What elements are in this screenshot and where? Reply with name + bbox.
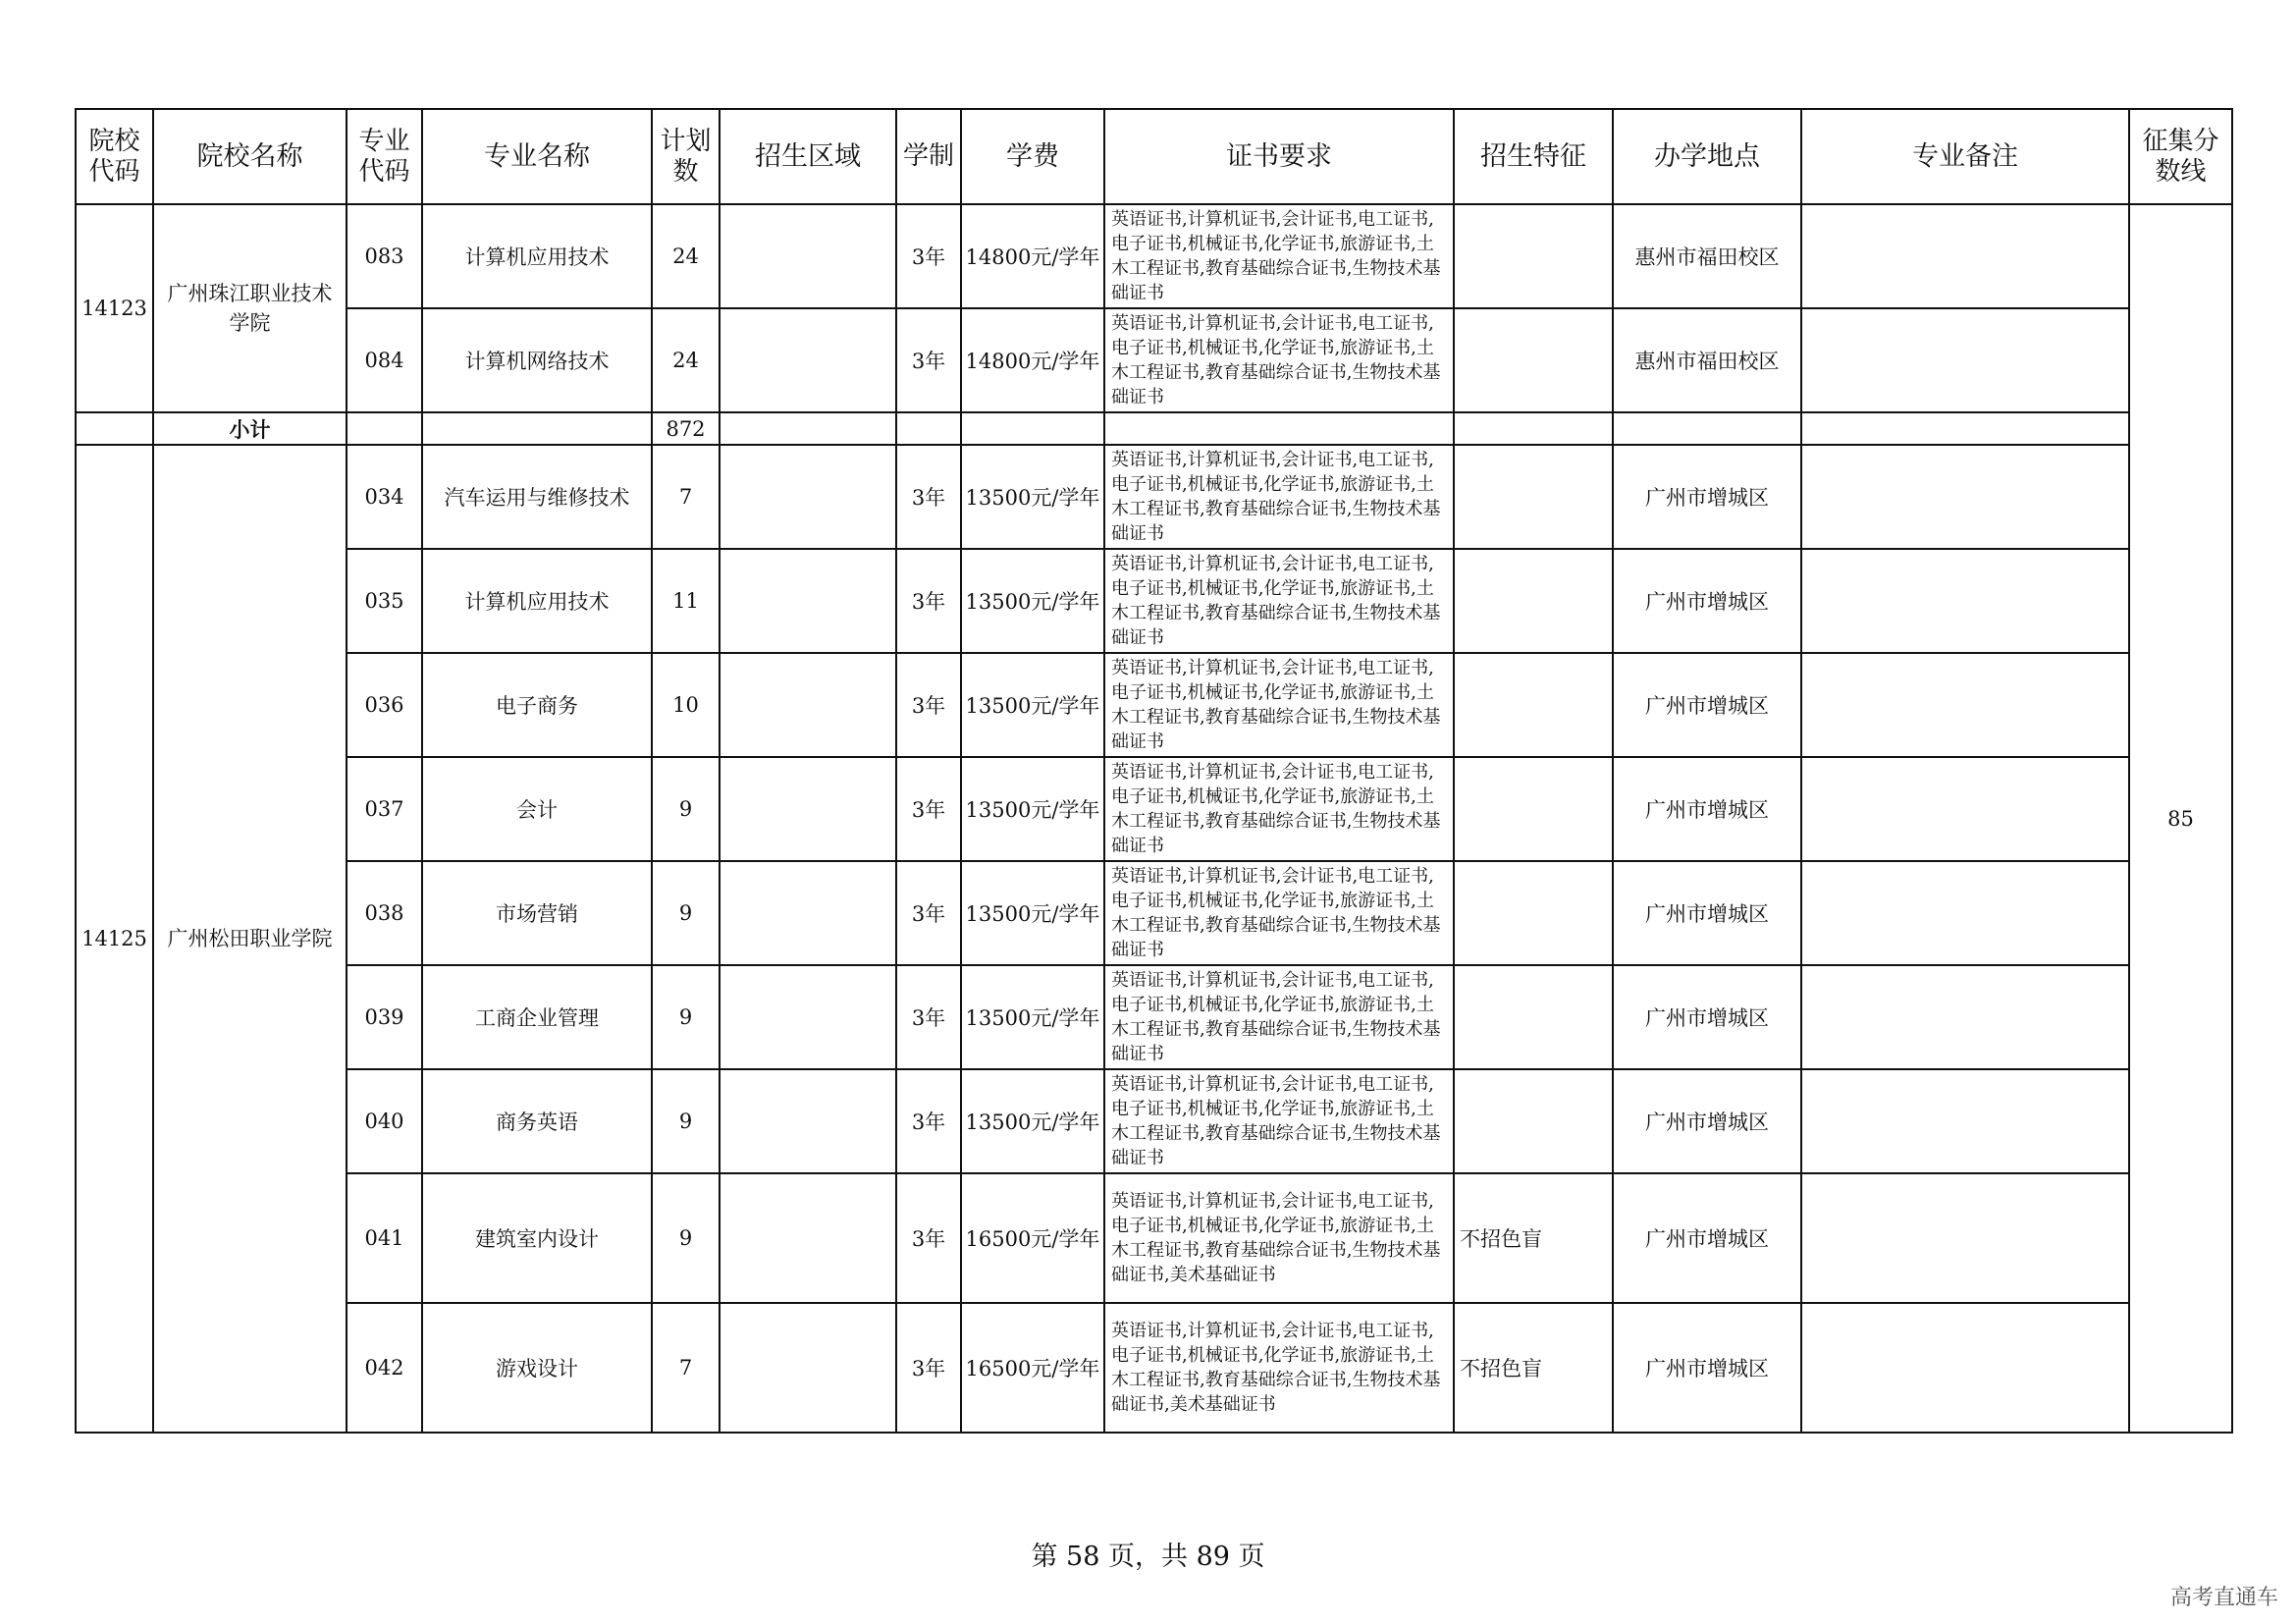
empty-cell [1454,412,1613,445]
cert-cell: 英语证书,计算机证书,会计证书,电工证书,电子证书,机械证书,化学证书,旅游证书,土木工程证书,教育基础综合证书,生物技术基础证书 [1104,1069,1454,1173]
major-code-cell: 034 [347,445,422,549]
cert-cell: 英语证书,计算机证书,会计证书,电工证书,电子证书,机械证书,化学证书,旅游证书,土木工程证书,教育基础综合证书,生物技术基础证书 [1104,965,1454,1069]
remark-cell [1801,549,2129,653]
header-major-code: 专业代码 [347,109,422,204]
cert-cell: 英语证书,计算机证书,会计证书,电工证书,电子证书,机械证书,化学证书,旅游证书,土木工程证书,教育基础综合证书,生物技术基础证书,美术基础证书 [1104,1173,1454,1303]
table-row [76,1303,2232,1433]
table-row [76,1173,2232,1303]
duration-cell: 3年 [896,965,961,1069]
region-cell [720,1303,896,1433]
table-row [76,204,2232,308]
remark-cell [1801,204,2129,308]
tuition-cell: 13500元/学年 [961,757,1104,861]
header-cert: 证书要求 [1104,109,1454,204]
subtotal-label: 小计 [153,412,347,445]
table-row [76,653,2232,757]
major-name-cell: 会计 [422,757,652,861]
table-row [76,861,2232,965]
header-plan: 计划数 [652,109,720,204]
empty-cell [896,412,961,445]
location-cell: 广州市增城区 [1613,965,1801,1069]
header-duration: 学制 [896,109,961,204]
duration-cell: 3年 [896,1069,961,1173]
remark-cell [1801,757,2129,861]
remark-cell [1801,1303,2129,1433]
plan-cell: 9 [652,965,720,1069]
table-row [76,965,2232,1069]
header-tuition: 学费 [961,109,1104,204]
major-code-cell: 036 [347,653,422,757]
duration-cell: 3年 [896,1173,961,1303]
duration-cell: 3年 [896,861,961,965]
plan-cell: 24 [652,204,720,308]
empty-cell [720,412,896,445]
feature-cell [1454,445,1613,549]
major-code-cell: 035 [347,549,422,653]
remark-cell [1801,445,2129,549]
tuition-cell: 16500元/学年 [961,1303,1104,1433]
empty-cell [1104,412,1454,445]
feature-cell [1454,308,1613,412]
header-school-name: 院校名称 [153,109,347,204]
major-code-cell: 037 [347,757,422,861]
empty-cell [422,412,652,445]
subtotal-row [76,412,2232,445]
empty-cell [1801,412,2129,445]
region-cell [720,1173,896,1303]
header-major-name: 专业名称 [422,109,652,204]
location-cell: 广州市增城区 [1613,653,1801,757]
plan-cell: 9 [652,1069,720,1173]
location-cell: 广州市增城区 [1613,861,1801,965]
page-footer: 第 58 页，共 89 页 [1031,1542,1265,1572]
remark-cell [1801,653,2129,757]
remark-cell [1801,308,2129,412]
major-code-cell: 040 [347,1069,422,1173]
duration-cell: 3年 [896,445,961,549]
remark-cell [1801,1173,2129,1303]
tuition-cell: 13500元/学年 [961,445,1104,549]
cert-cell: 英语证书,计算机证书,会计证书,电工证书,电子证书,机械证书,化学证书,旅游证书,土木工程证书,教育基础综合证书,生物技术基础证书 [1104,861,1454,965]
table-header-row [76,109,2232,204]
remark-cell [1801,861,2129,965]
major-name-cell: 电子商务 [422,653,652,757]
score-cell: 85 [2129,204,2232,1433]
empty-cell [1613,412,1801,445]
school-code-cell: 14123 [76,204,153,412]
major-name-cell: 市场营销 [422,861,652,965]
duration-cell: 3年 [896,308,961,412]
tuition-cell: 13500元/学年 [961,549,1104,653]
feature-cell [1454,204,1613,308]
major-name-cell: 工商企业管理 [422,965,652,1069]
plan-cell: 7 [652,445,720,549]
table-row [76,308,2232,412]
feature-cell [1454,653,1613,757]
tuition-cell: 13500元/学年 [961,653,1104,757]
header-region: 招生区域 [720,109,896,204]
major-name-cell: 汽车运用与维修技术 [422,445,652,549]
plan-cell: 9 [652,1173,720,1303]
location-cell: 惠州市福田校区 [1613,308,1801,412]
major-name-cell: 建筑室内设计 [422,1173,652,1303]
header-feature: 招生特征 [1454,109,1613,204]
location-cell: 广州市增城区 [1613,1173,1801,1303]
tuition-cell: 16500元/学年 [961,1173,1104,1303]
empty-cell [961,412,1104,445]
feature-cell [1454,861,1613,965]
region-cell [720,308,896,412]
region-cell [720,204,896,308]
table-row [76,1069,2232,1173]
region-cell [720,861,896,965]
cert-cell: 英语证书,计算机证书,会计证书,电工证书,电子证书,机械证书,化学证书,旅游证书,土木工程证书,教育基础综合证书,生物技术基础证书,美术基础证书 [1104,1303,1454,1433]
major-code-cell: 042 [347,1303,422,1433]
region-cell [720,653,896,757]
location-cell: 广州市增城区 [1613,445,1801,549]
region-cell [720,757,896,861]
watermark: 高考直通车 [2169,1586,2278,1610]
duration-cell: 3年 [896,549,961,653]
region-cell [720,1069,896,1173]
table-row [76,445,2232,549]
region-cell [720,445,896,549]
plan-cell: 9 [652,861,720,965]
school-name-cell: 广州松田职业学院 [153,445,347,1433]
major-name-cell: 计算机网络技术 [422,308,652,412]
tuition-cell: 13500元/学年 [961,861,1104,965]
admission-plan-table [75,108,2233,1434]
tuition-cell: 13500元/学年 [961,1069,1104,1173]
feature-cell: 不招色盲 [1454,1173,1613,1303]
duration-cell: 3年 [896,204,961,308]
major-code-cell: 038 [347,861,422,965]
location-cell: 广州市增城区 [1613,757,1801,861]
cert-cell: 英语证书,计算机证书,会计证书,电工证书,电子证书,机械证书,化学证书,旅游证书,土木工程证书,教育基础综合证书,生物技术基础证书 [1104,308,1454,412]
table-row [76,757,2232,861]
plan-cell: 9 [652,757,720,861]
location-cell: 广州市增城区 [1613,549,1801,653]
header-school-code: 院校代码 [76,109,153,204]
feature-cell [1454,1069,1613,1173]
cert-cell: 英语证书,计算机证书,会计证书,电工证书,电子证书,机械证书,化学证书,旅游证书,土木工程证书,教育基础综合证书,生物技术基础证书 [1104,757,1454,861]
major-code-cell: 041 [347,1173,422,1303]
school-code-cell: 14125 [76,445,153,1433]
location-cell: 广州市增城区 [1613,1069,1801,1173]
plan-cell: 10 [652,653,720,757]
feature-cell: 不招色盲 [1454,1303,1613,1433]
region-cell [720,965,896,1069]
remark-cell [1801,1069,2129,1173]
duration-cell: 3年 [896,653,961,757]
subtotal-blank-cell [76,412,153,445]
header-remark: 专业备注 [1801,109,2129,204]
cert-cell: 英语证书,计算机证书,会计证书,电工证书,电子证书,机械证书,化学证书,旅游证书,土木工程证书,教育基础综合证书,生物技术基础证书 [1104,549,1454,653]
region-cell [720,549,896,653]
table-row [76,549,2232,653]
feature-cell [1454,965,1613,1069]
cert-cell: 英语证书,计算机证书,会计证书,电工证书,电子证书,机械证书,化学证书,旅游证书,土木工程证书,教育基础综合证书,生物技术基础证书 [1104,445,1454,549]
location-cell: 广州市增城区 [1613,1303,1801,1433]
major-name-cell: 计算机应用技术 [422,204,652,308]
major-code-cell: 084 [347,308,422,412]
tuition-cell: 14800元/学年 [961,308,1104,412]
major-code-cell: 039 [347,965,422,1069]
school-name-cell: 广州珠江职业技术学院 [153,204,347,412]
location-cell: 惠州市福田校区 [1613,204,1801,308]
major-name-cell: 计算机应用技术 [422,549,652,653]
plan-cell: 11 [652,549,720,653]
header-score: 征集分数线 [2129,109,2232,204]
major-name-cell: 商务英语 [422,1069,652,1173]
tuition-cell: 14800元/学年 [961,204,1104,308]
tuition-cell: 13500元/学年 [961,965,1104,1069]
empty-cell [347,412,422,445]
duration-cell: 3年 [896,757,961,861]
plan-cell: 7 [652,1303,720,1433]
plan-cell: 24 [652,308,720,412]
cert-cell: 英语证书,计算机证书,会计证书,电工证书,电子证书,机械证书,化学证书,旅游证书,土木工程证书,教育基础综合证书,生物技术基础证书 [1104,204,1454,308]
feature-cell [1454,757,1613,861]
major-code-cell: 083 [347,204,422,308]
major-name-cell: 游戏设计 [422,1303,652,1433]
remark-cell [1801,965,2129,1069]
cert-cell: 英语证书,计算机证书,会计证书,电工证书,电子证书,机械证书,化学证书,旅游证书,土木工程证书,教育基础综合证书,生物技术基础证书 [1104,653,1454,757]
feature-cell [1454,549,1613,653]
header-location: 办学地点 [1613,109,1801,204]
duration-cell: 3年 [896,1303,961,1433]
subtotal-plan: 872 [652,412,720,445]
